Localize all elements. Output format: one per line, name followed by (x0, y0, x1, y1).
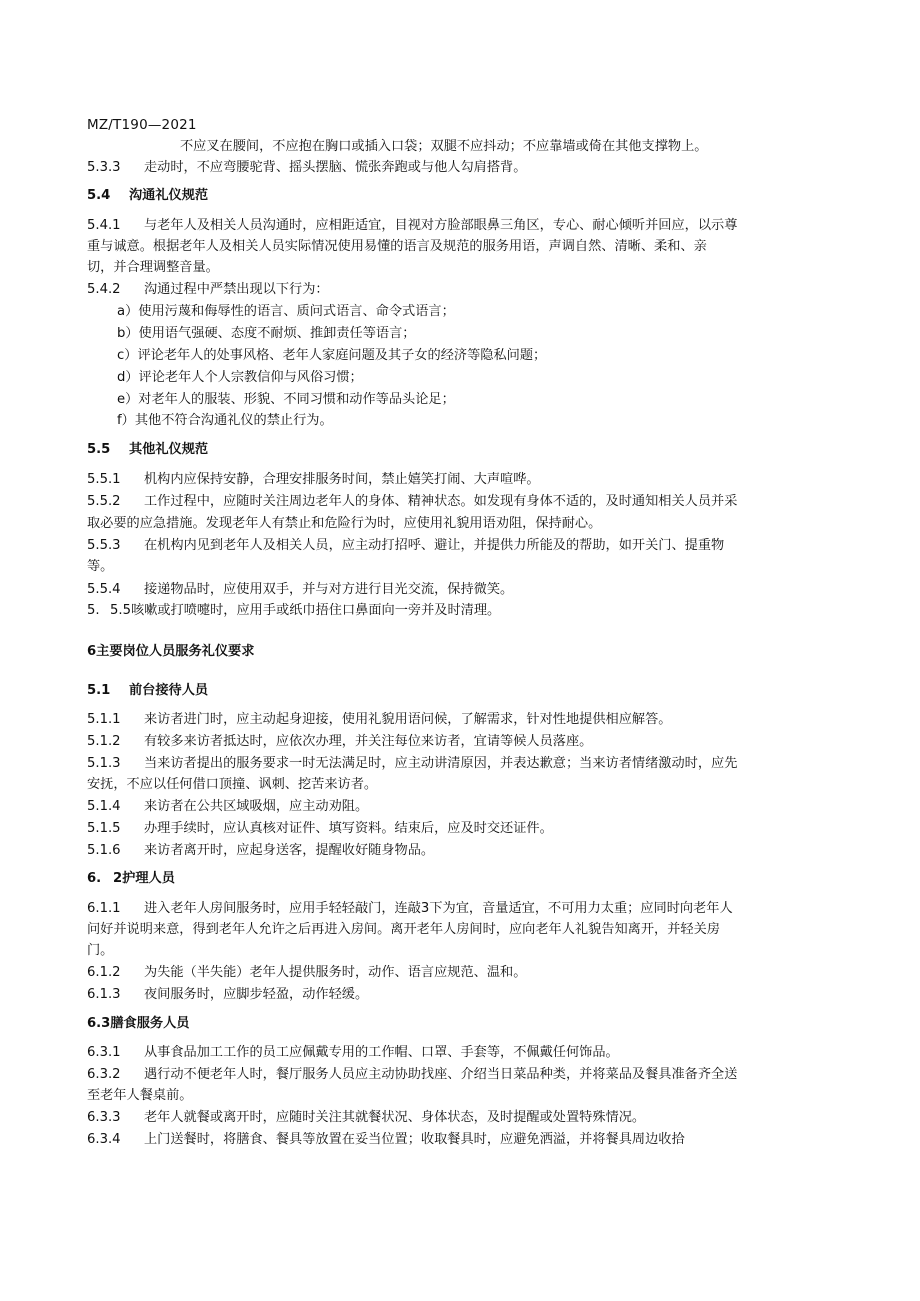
chapter-heading-6: 6主要岗位人员服务礼仪要求 (87, 644, 255, 659)
list-item: c）评论老年人的处事风格、老年人家庭问题及其子女的经济等隐私问题； (117, 348, 547, 363)
section-heading-6-2: 6. 2护理人员 (87, 871, 175, 886)
standard-code: MZ/T190—2021 (87, 117, 197, 133)
clause-5-1-4: 5.1.4 来访者在公共区域吸烟，应主动劝阻。 (87, 799, 369, 814)
clause-5-5-5: 5. 5.5咳嗽或打喷嚏时，应用手或纸巾捂住口鼻面向一旁并及时清理。 (87, 603, 501, 618)
clause-6-3-2: 6.3.2 遇行动不便老年人时，餐厅服务人员应主动协助找座、介绍当日菜品种类，并将菜品及餐具准备齐全送 (87, 1067, 738, 1082)
clause-6-1-2: 6.1.2 为失能（半失能）老年人提供服务时，动作、语言应规范、温和。 (87, 965, 527, 980)
text-line: 门。 (87, 943, 114, 958)
clause-6-1-1: 6.1.1 进入老年人房间服务时，应用手轻轻敲门，连敲3下为宜，音量适宜，不可用力太重；应同时向老年人 (87, 901, 733, 916)
text-line: 取必要的应急措施。发现老年人有禁止和危险行为时，应使用礼貌用语劝阻，保持耐心。 (87, 516, 602, 531)
clause-6-1-3: 6.1.3 夜间服务时，应脚步轻盈，动作轻缓。 (87, 987, 369, 1002)
clause-5-1-3: 5.1.3 当来访者提出的服务要求一时无法满足时，应主动讲清原因，并表达歉意；当来访者情绪激动时，应先 (87, 756, 738, 771)
list-item: d）评论老年人个人宗教信仰与风俗习惯； (117, 370, 363, 385)
clause-5-3-3: 5.3.3 走动时，不应弯腰驼背、摇头摆脑、慌张奔跑或与他人勾肩搭背。 (87, 160, 527, 175)
text-line: 至老年人餐桌前。 (87, 1088, 193, 1103)
section-heading-6-1: 5.1 前台接待人员 (87, 683, 209, 698)
clause-6-3-4: 6.3.4 上门送餐时，将膳食、餐具等放置在妥当位置；收取餐具时，应避免洒溢，并将餐具周边收拾 (87, 1132, 685, 1147)
clause-6-3-1: 6.3.1 从事食品加工工作的员工应佩戴专用的工作帽、口罩、手套等，不佩戴任何饰品。 (87, 1045, 619, 1060)
section-heading-5-5: 5.5 其他礼仪规范 (87, 442, 209, 457)
clause-5-5-1: 5.5.1 机构内应保持安静，合理安排服务时间，禁止嬉笑打闹、大声喧哗。 (87, 472, 540, 487)
clause-5-4-2: 5.4.2 沟通过程中严禁出现以下行为： (87, 282, 329, 297)
text-line: 重与诚意。根据老年人及相关人员实际情况使用易懂的语言及规范的服务用语，声调自然、清晰、柔和、亲 (87, 239, 707, 254)
text-line: 等。 (87, 559, 114, 574)
clause-5-5-4: 5.5.4 接递物品时，应使用双手，并与对方进行目光交流，保持微笑。 (87, 582, 514, 597)
list-item: f）其他不符合沟通礼仪的禁止行为。 (117, 413, 333, 428)
clause-6-3-3: 6.3.3 老年人就餐或离开时，应随时关注其就餐状况、身体状态，及时提醒或处置特殊情况。 (87, 1110, 646, 1125)
clause-5-5-3: 5.5.3 在机构内见到老年人及相关人员，应主动打招呼、避让，并提供力所能及的帮助，如开关门、提重物 (87, 538, 725, 553)
section-heading-5-4: 5.4 沟通礼仪规范 (87, 188, 209, 203)
clause-5-4-1: 5.4.1 与老年人及相关人员沟通时，应相距适宜，目视对方脸部眼鼻三角区，专心、耐心倾听并回应，以示尊 (87, 218, 738, 233)
clause-5-1-6: 5.1.6 来访者离开时，应起身送客，提醒收好随身物品。 (87, 843, 435, 858)
clause-5-1-5: 5.1.5 办理手续时，应认真核对证件、填写资料。结束后，应及时交还证件。 (87, 821, 553, 836)
clause-5-1-1: 5.1.1 来访者进门时，应主动起身迎接，使用礼貌用语问候，了解需求，针对性地提供相应解答。 (87, 712, 672, 727)
list-item: a）使用污蔑和侮辱性的语言、质问式语言、命令式语言； (117, 304, 455, 319)
clause-5-1-2: 5.1.2 有较多来访者抵达时，应依次办理，并关注每位来访者，宜请等候人员落座。 (87, 734, 593, 749)
list-item: b）使用语气强硬、态度不耐烦、推卸责任等语言； (117, 326, 416, 341)
section-heading-6-3: 6.3膳食服务人员 (87, 1016, 190, 1031)
list-item: e）对老年人的服装、形貌、不同习惯和动作等品头论足； (117, 392, 455, 407)
text-line: 切，并合理调整音量。 (87, 260, 219, 275)
text-line: 问好并说明来意，得到老年人允许之后再进入房间。离开老年人房间时，应向老年人礼貌告知离开，并轻关房 (87, 922, 720, 937)
text-line: 不应叉在腰间，不应抱在胸口或插入口袋；双腿不应抖动；不应靠墙或倚在其他支撑物上。 (180, 139, 708, 154)
clause-5-5-2: 5.5.2 工作过程中，应随时关注周边老年人的身体、精神状态。如发现有身体不适的，及时通知相关人员并采 (87, 494, 738, 509)
text-line: 安抚，不应以任何借口顶撞、讽刺、挖苦来访者。 (87, 777, 378, 792)
